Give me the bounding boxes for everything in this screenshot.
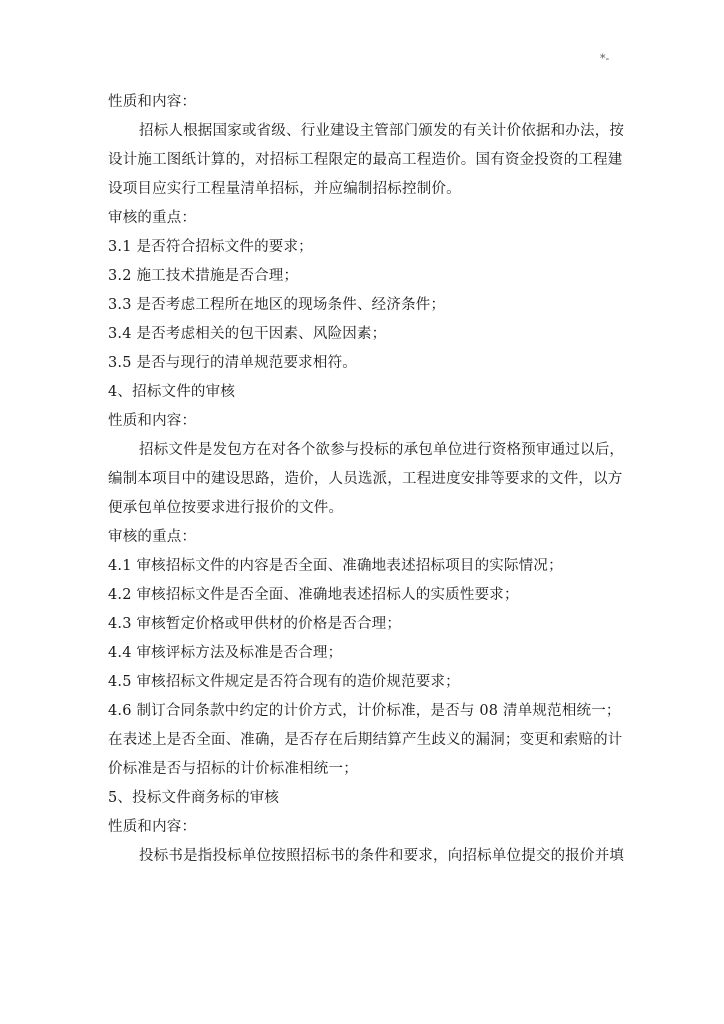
paragraph-line: 便承包单位按要求进行报价的文件。 [108,500,344,516]
paragraph-line: 4.5 审核招标文件规定是否符合现有的造价规范要求； [108,674,460,690]
paragraph-line: 性质和内容： [108,413,197,429]
paragraph-line: 4、招标文件的审核 [108,384,236,400]
paragraph-line: 编制本项目中的建设思路，造价，人员选派，工程进度安排等要求的文件，以方 [108,471,623,487]
paragraph-line: 性质和内容： [108,94,197,110]
paragraph-line: 5、投标文件商务标的审核 [108,790,280,806]
paragraph-line: 4.3 审核暂定价格或甲供材的价格是否合理； [108,616,402,632]
paragraph-line: 4.2 审核招标文件是否全面、准确地表述招标人的实质性要求； [108,587,519,603]
paragraph-line: 设计施工图纸计算的，对招标工程限定的最高工程造价。国有资金投资的工程建 [108,152,623,168]
paragraph-line: 3.1 是否符合招标文件的要求； [108,239,313,255]
paragraph-line: 3.5 是否与现行的清单规范要求相符。 [108,355,357,371]
paragraph-line: 3.3 是否考虑工程所在地区的现场条件、经济条件； [108,297,446,313]
paragraph-line: 4.1 审核招标文件的内容是否全面、准确地表述招标项目的实际情况； [108,558,563,574]
paragraph-line: 在表述上是否全面、准确，是否存在后期结算产生歧义的漏洞；变更和索赔的计 [108,732,623,748]
paragraph-line: 审核的重点： [108,529,197,545]
paragraph-line: 4.4 审核评标方法及标准是否合理； [108,645,343,661]
paragraph-line: 招标人根据国家或省级、行业建设主管部门颁发的有关计价依据和办法，按 [139,123,625,139]
paragraph-line: 3.2 施工技术措施是否合理； [108,268,299,284]
paragraph-line: 设项目应实行工程量清单招标，并应编制招标控制价。 [108,181,461,197]
paragraph-line: 性质和内容： [108,819,197,835]
page-marker: *- [600,52,610,65]
paragraph-line: 审核的重点： [108,210,197,226]
document-body [108,88,625,871]
paragraph-line: 3.4 是否考虑相关的包干因素、风险因素； [108,326,387,342]
paragraph-line: 投标书是指投标单位按照招标书的条件和要求，向招标单位提交的报价并填 [139,848,625,864]
paragraph-line: 价标准是否与招标的计价标准相统一； [108,761,358,777]
paragraph-line: 招标文件是发包方在对各个欲参与投标的承包单位进行资格预审通过以后， [139,442,625,458]
paragraph-line: 4.6 制订合同条款中约定的计价方式，计价标准，是否与 08 清单规范相统一； [108,703,621,719]
